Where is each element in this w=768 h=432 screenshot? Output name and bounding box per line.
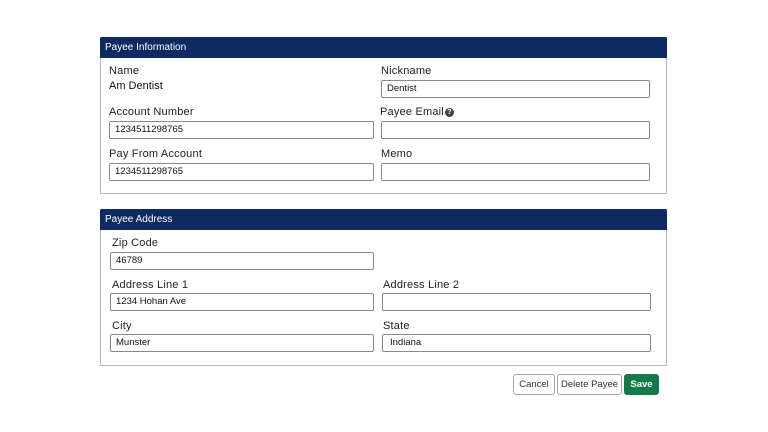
payee-email-label-wrap bbox=[380, 106, 454, 118]
pay-from-account-input[interactable]: 1234511298765 bbox=[109, 163, 374, 181]
payee-address-header: Payee Address bbox=[100, 209, 667, 230]
memo-label: Memo bbox=[381, 148, 413, 160]
city-input[interactable]: Munster bbox=[110, 334, 374, 352]
help-icon[interactable]: ? bbox=[445, 108, 454, 117]
address-line-1-input[interactable]: 1234 Hohan Ave bbox=[110, 293, 374, 311]
state-label: State bbox=[383, 320, 410, 332]
zip-code-input[interactable]: 46789 bbox=[110, 252, 374, 270]
pay-from-account-label: Pay From Account bbox=[109, 148, 203, 160]
delete-payee-button[interactable]: Delete Payee bbox=[557, 374, 622, 395]
name-label: Name bbox=[109, 65, 140, 77]
memo-input[interactable] bbox=[381, 163, 650, 181]
payee-email-input[interactable] bbox=[381, 121, 650, 139]
address-line-2-input[interactable] bbox=[382, 293, 651, 311]
nickname-input[interactable]: Dentist bbox=[381, 80, 650, 98]
payee-information-header: Payee Information bbox=[100, 37, 667, 58]
save-button[interactable]: Save bbox=[624, 374, 659, 395]
city-label: City bbox=[112, 320, 132, 332]
cancel-button[interactable]: Cancel bbox=[513, 374, 555, 395]
name-value: Am Dentist bbox=[109, 80, 163, 92]
nickname-label: Nickname bbox=[381, 65, 432, 77]
account-number-label: Account Number bbox=[109, 106, 194, 118]
address-line-2-label: Address Line 2 bbox=[383, 279, 460, 291]
state-select[interactable]: Indiana bbox=[382, 334, 651, 352]
account-number-input[interactable]: 1234511298765 bbox=[109, 121, 374, 139]
zip-code-label: Zip Code bbox=[112, 237, 159, 249]
address-line-1-label: Address Line 1 bbox=[112, 279, 189, 291]
payee-email-label: Payee Email bbox=[380, 106, 444, 118]
